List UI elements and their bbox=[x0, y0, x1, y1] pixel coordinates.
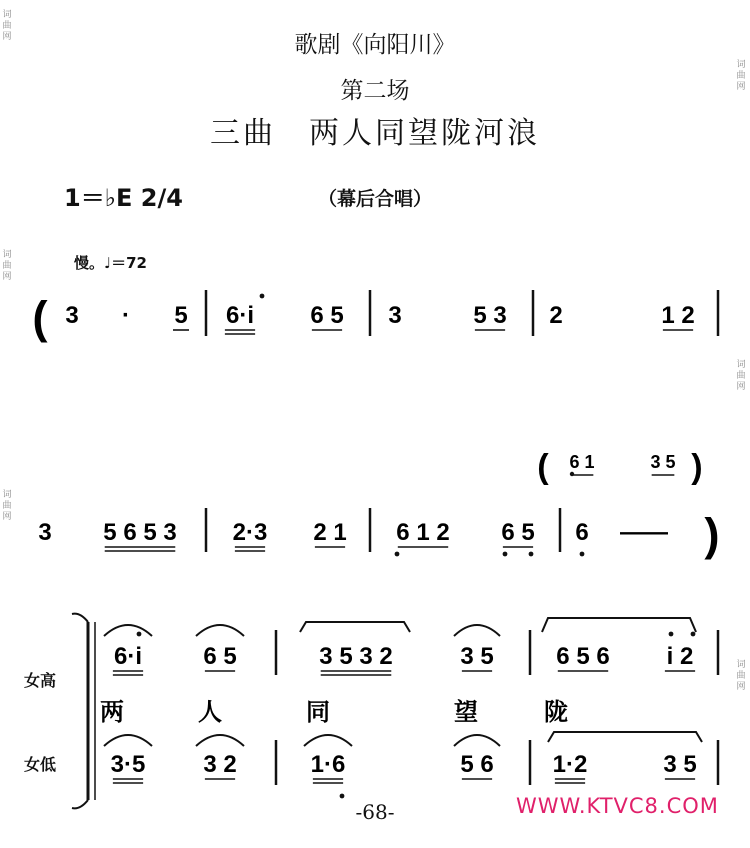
line2-note-6: 6 bbox=[575, 519, 589, 546]
high-note-5: i 2 bbox=[666, 643, 694, 670]
score-voice-high bbox=[113, 643, 695, 675]
score-line-2-insert bbox=[537, 448, 702, 486]
website-watermark: WWW.KTVC8.COM bbox=[516, 794, 719, 818]
low-note-3: 5 6 bbox=[460, 751, 494, 778]
low-note-1: 3 2 bbox=[203, 751, 237, 778]
high-note-3: 3 5 bbox=[460, 643, 494, 670]
low-note-2: 1·6 bbox=[310, 751, 346, 778]
line2-note-7: —— bbox=[620, 519, 668, 546]
high-note-0: 6·i bbox=[113, 643, 143, 670]
offstage-chorus-note: （幕后合唱） bbox=[318, 188, 433, 210]
line1-note-0: ( bbox=[32, 292, 48, 343]
lyr-note-1: 人 bbox=[198, 699, 222, 726]
line1-note-4: 6·i bbox=[225, 302, 255, 329]
song-title: 三曲 两人同望陇河浪 bbox=[210, 116, 540, 151]
high-note-2: 3 5 3 2 bbox=[319, 643, 393, 670]
score-lyrics bbox=[100, 698, 568, 726]
watermark-left-2: 词曲网 bbox=[2, 250, 12, 282]
key-signature: 1＝♭E 2/4 bbox=[64, 184, 183, 212]
score-line-2 bbox=[38, 509, 719, 560]
tempo-mark: 慢。♩＝72 bbox=[74, 254, 147, 272]
voice-label-low: 女低 bbox=[24, 755, 57, 774]
low-note-0: 3·5 bbox=[110, 751, 146, 778]
scene-title: 第二场 bbox=[340, 78, 410, 104]
line1-note-8: 2 bbox=[549, 302, 563, 329]
line2-note-4: 6 1 2 bbox=[396, 519, 450, 546]
line2-note-3: 2 1 bbox=[313, 519, 347, 546]
line1-note-9: 1 2 bbox=[661, 302, 695, 329]
lyr-note-3: 望 bbox=[454, 699, 478, 726]
low-note-4: 1·2 bbox=[552, 751, 588, 778]
watermark-right-2: 词曲网 bbox=[736, 360, 746, 392]
line2i-note-0: ( bbox=[537, 448, 549, 486]
lyr-note-4: 陇 bbox=[544, 699, 568, 726]
voice-label-high: 女高 bbox=[24, 671, 57, 690]
line1-note-3: 5 bbox=[174, 302, 188, 329]
line2-note-2: 2·3 bbox=[232, 519, 268, 546]
opera-title: 歌剧《向阳川》 bbox=[294, 32, 456, 58]
high-note-4: 6 5 6 bbox=[556, 643, 610, 670]
page-number: -68- bbox=[355, 800, 395, 824]
watermark-left-3: 词曲网 bbox=[2, 490, 12, 522]
line2i-note-1: 6 1 bbox=[569, 452, 595, 472]
high-note-1: 6 5 bbox=[203, 643, 237, 670]
line1-note-5: 6 5 bbox=[310, 302, 344, 329]
line1-note-1: 3 bbox=[65, 302, 79, 329]
watermark-right-1: 词曲网 bbox=[736, 60, 746, 92]
line1-note-7: 5 3 bbox=[473, 302, 507, 329]
line2i-note-3: ) bbox=[691, 448, 703, 486]
lyr-note-2: 同 bbox=[306, 699, 330, 726]
line1-note-6: 3 bbox=[388, 302, 402, 329]
score-voice-low bbox=[111, 751, 697, 783]
lyr-note-0: 两 bbox=[100, 699, 124, 726]
line1-note-2: · bbox=[122, 302, 130, 329]
watermark-left-1: 词曲网 bbox=[2, 10, 12, 42]
line2-note-8: ) bbox=[704, 509, 720, 560]
score-line-1 bbox=[32, 292, 694, 343]
line2i-note-2: 3 5 bbox=[650, 452, 676, 472]
line2-note-1: 5 6 5 3 bbox=[103, 519, 177, 546]
watermark-right-3: 词曲网 bbox=[736, 660, 746, 692]
low-note-5: 3 5 bbox=[663, 751, 697, 778]
line2-note-5: 6 5 bbox=[501, 519, 535, 546]
line2-note-0: 3 bbox=[38, 519, 52, 546]
